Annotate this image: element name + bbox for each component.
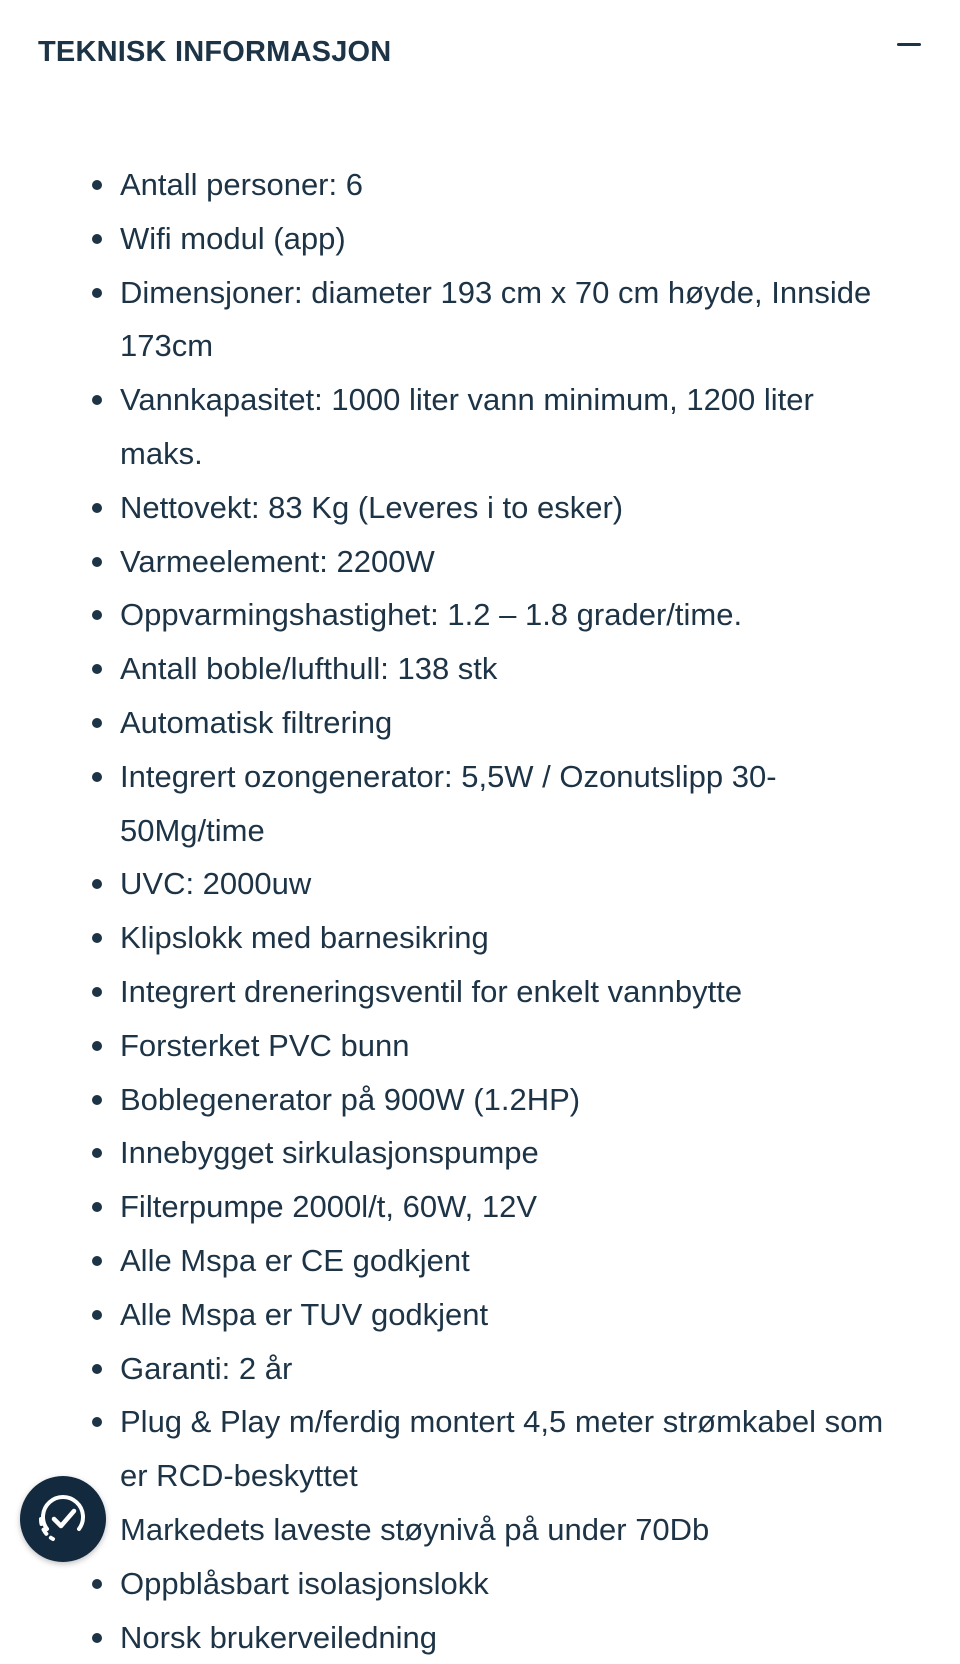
bullet-icon xyxy=(92,879,102,889)
spec-text: Plug & Play m/ferdig montert 4,5 meter strømkabel som er RCD-beskyttet xyxy=(120,1404,884,1494)
spec-item xyxy=(82,1019,902,1073)
spec-item xyxy=(82,158,902,212)
bullet-icon xyxy=(92,1310,102,1320)
accessibility-button[interactable] xyxy=(20,1476,106,1562)
bullet-icon xyxy=(92,1148,102,1158)
bullet-icon xyxy=(92,772,102,782)
bullet-icon xyxy=(92,1041,102,1051)
spec-item xyxy=(82,1557,902,1611)
bullet-icon xyxy=(92,987,102,997)
bullet-icon xyxy=(92,557,102,567)
spec-item xyxy=(82,1503,902,1557)
spec-text: Alle Mspa er TUV godkjent xyxy=(120,1296,489,1332)
bullet-icon xyxy=(92,1364,102,1374)
spec-text: Integrert ozongenerator: 5,5W / Ozonutslipp 30-50Mg/time xyxy=(120,758,777,848)
spec-text: Filterpumpe 2000l/t, 60W, 12V xyxy=(120,1189,538,1225)
bullet-icon xyxy=(92,1579,102,1589)
spec-item xyxy=(82,212,902,266)
bullet-icon xyxy=(92,1633,102,1643)
spec-item xyxy=(82,1234,902,1288)
spec-text: Varmeelement: 2200W xyxy=(120,543,435,579)
spec-text: Antall personer: 6 xyxy=(120,167,363,202)
spec-text: Integrert dreneringsventil for enkelt vannbytte xyxy=(120,973,743,1009)
spec-item xyxy=(82,1180,902,1234)
spec-text: UVC: 2000uw xyxy=(120,866,312,902)
bullet-icon xyxy=(92,1256,102,1266)
spec-text: Norsk brukerveiledning xyxy=(120,1619,438,1655)
bullet-icon xyxy=(92,180,102,190)
spec-item xyxy=(82,1288,902,1342)
spec-text: Alle Mspa er CE godkjent xyxy=(120,1242,470,1278)
spec-item xyxy=(82,965,902,1019)
spec-text: Oppblåsbart isolasjonslokk xyxy=(120,1565,489,1601)
spec-text: Klipslokk med barnesikring xyxy=(120,920,489,956)
spec-text: Nettovekt: 83 Kg (Leveres i to esker) xyxy=(120,489,624,525)
spec-text: Antall boble/lufthull: 138 stk xyxy=(120,651,498,687)
bullet-icon xyxy=(92,1417,102,1427)
bullet-icon xyxy=(92,1202,102,1212)
spec-item xyxy=(82,266,902,374)
collapse-button[interactable] xyxy=(894,28,924,58)
spec-item xyxy=(82,1611,902,1664)
spec-list xyxy=(82,158,902,1664)
bullet-icon xyxy=(92,664,102,674)
spec-text: Garanti: 2 år xyxy=(120,1350,293,1386)
minus-icon xyxy=(897,43,921,46)
spec-item xyxy=(82,481,902,535)
bullet-icon xyxy=(92,1095,102,1105)
bullet-icon xyxy=(92,933,102,943)
spec-item xyxy=(82,535,902,589)
section-header[interactable] xyxy=(38,0,928,110)
spec-item xyxy=(82,642,902,696)
section-title: TEKNISK INFORMASJON xyxy=(38,36,392,68)
spec-text: Boblegenerator på 900W (1.2HP) xyxy=(120,1081,581,1117)
bullet-icon xyxy=(92,234,102,244)
spec-text: Oppvarmingshastighet: 1.2 – 1.8 grader/time. xyxy=(120,597,743,633)
bullet-icon xyxy=(92,288,102,298)
spec-item xyxy=(82,1126,902,1180)
spec-text: Automatisk filtrering xyxy=(120,704,393,740)
spec-item xyxy=(82,1073,902,1127)
bullet-icon xyxy=(92,395,102,405)
spec-text: Forsterket PVC bunn xyxy=(120,1027,410,1063)
bullet-icon xyxy=(92,503,102,513)
bullet-icon xyxy=(92,610,102,620)
spec-item xyxy=(82,373,902,481)
spec-item xyxy=(82,1342,902,1396)
spec-item xyxy=(82,696,902,750)
spec-text: Innebygget sirkulasjonspumpe xyxy=(120,1135,539,1171)
spec-text: Markedets laveste støynivå på under 70Db xyxy=(120,1511,710,1547)
spec-text: Wifi modul (app) xyxy=(120,220,346,256)
spec-item xyxy=(82,750,902,858)
spec-item xyxy=(82,1395,902,1503)
spec-text: Vannkapasitet: 1000 liter vann minimum, 1200 liter maks. xyxy=(120,382,814,471)
spec-item xyxy=(82,857,902,911)
spec-item xyxy=(82,911,902,965)
spec-text: Dimensjoner: diameter 193 cm x 70 cm høyde, Innside 173cm xyxy=(120,274,872,364)
bullet-icon xyxy=(92,718,102,728)
spec-item xyxy=(82,588,902,642)
accessibility-check-icon xyxy=(33,1489,93,1549)
